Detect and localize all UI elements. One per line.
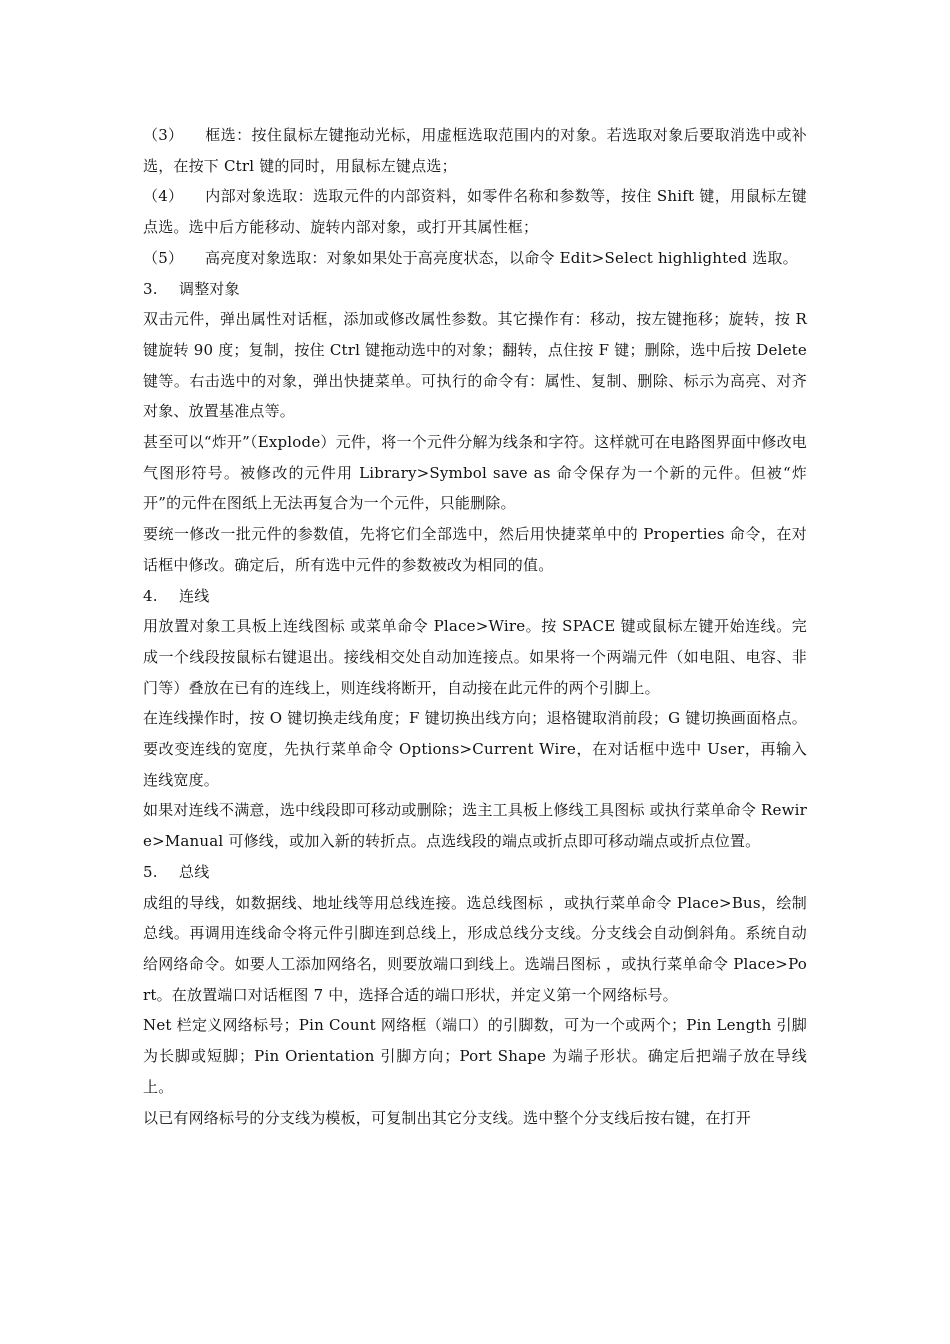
list-item-number: （4）: [143, 187, 184, 206]
paragraph: 甚至可以“炸开”（Explode）元件，将一个元件分解为线条和字符。这样就可在电路图界面中修改电气图形符号。被修改的元件用 Library>Symbol save as 命令保存为一个新的元件。但被“炸开”的元件在图纸上无法再复合为一个元件，只能删除。: [143, 433, 807, 513]
paragraph: 用放置对象工具板上连线图标 或菜单命令 Place>Wire。按 SPACE 键或鼠标左键开始连线。完成一个线段按鼠标右键退出。接线相交处自动加连接点。如果将一个两端元件（如电阻、电容、非门等）叠放在已有的连线上，则连线将断开，自动接在此元件的两个引脚上。: [143, 617, 807, 697]
paragraph: 以已有网络标号的分支线为模板，可复制出其它分支线。选中整个分支线后按右键，在打开: [143, 1108, 752, 1127]
list-item: [143, 120, 807, 181]
section-title: 调整对象: [179, 279, 240, 298]
section-title: 总线: [179, 862, 210, 881]
list-item: [143, 243, 807, 274]
section-number: 5.: [143, 862, 158, 881]
section-heading: [143, 857, 807, 888]
list-item-text: 高亮度对象选取：对象如果处于高亮度状态，以命令 Edit>Select highlighted 选取。: [205, 248, 798, 267]
list-item-number: （3）: [143, 126, 184, 144]
paragraph: 在连线操作时，按 O 键切换走线角度；F 键切换出线方向；退格键取消前段；G 键切换画面格点。要改变连线的宽度，先执行菜单命令 Options>Current Wire，在对话框中选中 User，再输入连线宽度。: [143, 709, 807, 789]
paragraph: 如果对连线不满意，选中线段即可移动或删除；选主工具板上修线工具图标 或执行菜单命令 Rewire>Manual 可修线，或加入新的转折点。点选线段的端点或折点即可移动端点或折点位置。: [143, 801, 807, 851]
list-item-text: 内部对象选取：选取元件的内部资料，如零件名称和参数等，按住 Shift 键，用鼠标左键点选。选中后方能移动、旋转内部对象，或打开其属性框；: [143, 187, 807, 237]
document-body: [143, 120, 807, 1133]
paragraph: Net 栏定义网络标号；Pin Count 网络框（端口）的引脚数，可为一个或两个；Pin Length 引脚为长脚或短脚；Pin Orientation 引脚方向；Port Shape 为端子形状。确定后把端子放在导线上。: [143, 1016, 807, 1096]
section-title: 连线: [179, 586, 210, 605]
section-heading: [143, 581, 807, 612]
section-number: 4.: [143, 586, 158, 605]
paragraph: 双击元件，弹出属性对话框，添加或修改属性参数。其它操作有：移动，按左键拖移；旋转，按 R 键旋转 90 度；复制，按住 Ctrl 键拖动选中的对象；翻转，点住按 F 键；删除，选中后按 Delete 键等。右击选中的对象，弹出快捷菜单。可执行的命令有：属性、复制、删除、标示为高亮、对齐对象、放置基准点等。: [143, 310, 807, 421]
paragraph: 成组的导线，如数据线、地址线等用总线连接。选总线图标 ，或执行菜单命令 Place>Bus，绘制总线。再调用连线命令将元件引脚连到总线上，形成总线分支线。分支线会自动倒斜角。系统自动给网络命令。如要人工添加网络名，则要放端口到线上。选端吕图标 ，或执行菜单命令 Place>Port。在放置端口对话框图 7 中，选择合适的端口形状，并定义第一个网络标号。: [143, 893, 807, 1004]
list-item-number: （5）: [143, 248, 184, 267]
paragraph: 要统一修改一批元件的参数值，先将它们全部选中，然后用快捷菜单中的 Properties 命令，在对话框中修改。确定后，所有选中元件的参数被改为相同的值。: [143, 525, 807, 574]
list-item: [143, 181, 807, 242]
section-heading: [143, 274, 807, 305]
list-item-text: 框选：按住鼠标左键拖动光标，用虚框选取范围内的对象。若选取对象后要取消选中或补选，在按下 Ctrl 键的同时，用鼠标左键点选；: [143, 126, 807, 175]
section-number: 3.: [143, 279, 158, 298]
